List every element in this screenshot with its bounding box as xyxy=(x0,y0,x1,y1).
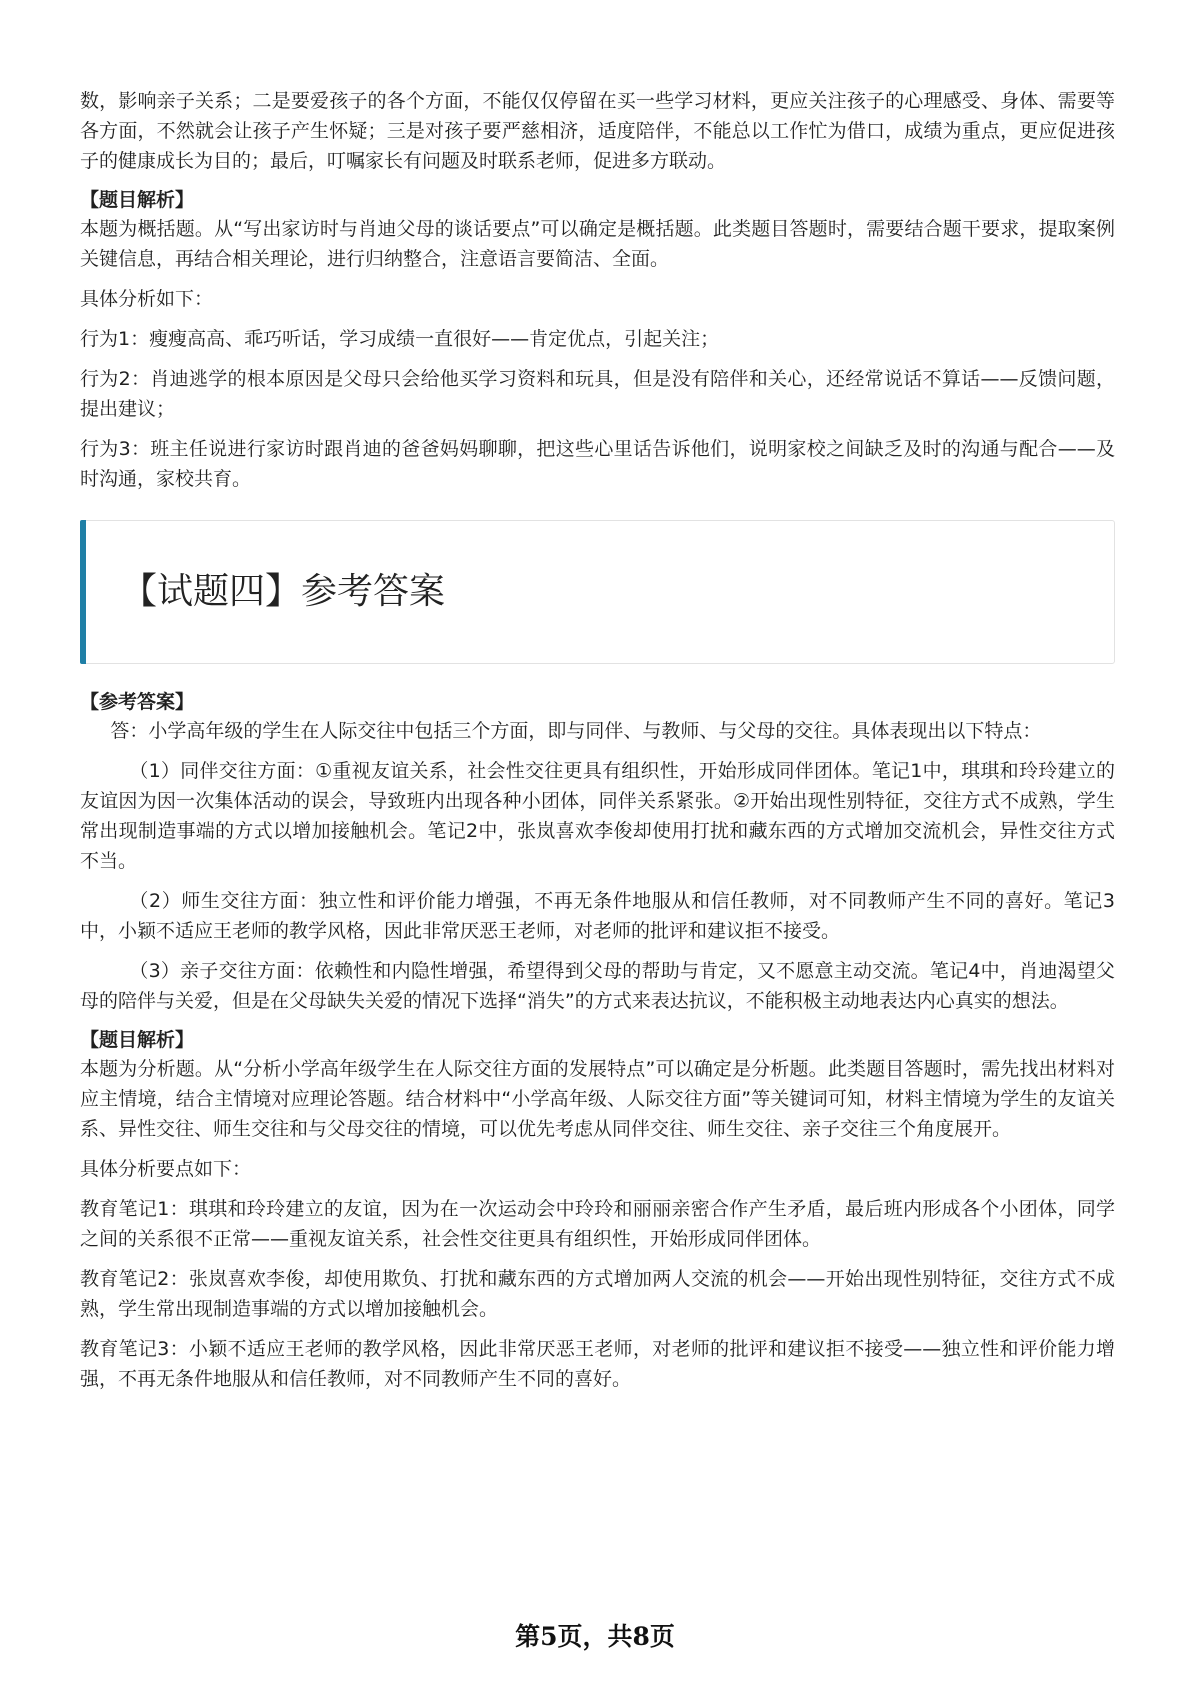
behavior-item-1: 行为1：瘦瘦高高、乖巧听话，学习成绩一直很好——肯定优点，引起关注； xyxy=(80,328,720,350)
detail-intro: 具体分析如下： xyxy=(80,288,214,310)
detail-intro-2: 具体分析要点如下： xyxy=(80,1158,252,1180)
education-note-3: 教育笔记3：小颖不适应王老师的教学风格，因此非常厌恶王老师，对老师的批评和建议拒不接受——独立性和评价能力增强，不再无条件地服从和信任教师，对不同教师产生不同的喜好。 xyxy=(80,1338,1115,1390)
education-note-1: 教育笔记1：琪琪和玲玲建立的友谊，因为在一次运动会中玲玲和丽丽亲密合作产生矛盾，最后班内形成各个小团体，同学之间的关系很不正常——重视友谊关系，社会性交往更具有组织性，开始形成同伴团体。 xyxy=(80,1198,1115,1250)
answer-point-1: （1）同伴交往方面：①重视友谊关系，社会性交往更具有组织性，开始形成同伴团体。笔记1中，琪琪和玲玲建立的友谊因为因一次集体活动的误会，导致班内出现各种小团体，同伴关系紧张。②开始出现性别特征，交往方式不成熟，学生常出现制造事端的方式以增加接触机会。笔记2中，张岚喜欢李俊却使用打扰和藏东西的方式增加交流机会，异性交往方式不当。 xyxy=(80,760,1115,872)
analysis-label-2: 【题目解析】 xyxy=(80,1029,195,1051)
continuation-paragraph: 数，影响亲子关系；二是要爱孩子的各个方面，不能仅仅停留在买一些学习材料，更应关注孩子的心理感受、身体、需要等各方面，不然就会让孩子产生怀疑；三是对孩子要严慈相济，适度陪伴，不能总以工作忙为借口，成绩为重点，更应促进孩子的健康成长为目的；最后，叮嘱家长有问题及时联系老师，促进多方联动。 xyxy=(80,90,1115,172)
page-number: 第5页，共8页 xyxy=(515,1622,675,1651)
section-title: 【试题四】参考答案 xyxy=(121,571,446,612)
reference-answer-label: 【参考答案】 xyxy=(80,691,195,713)
section-header-card xyxy=(80,520,1115,664)
behavior-item-2: 行为2：肖迪逃学的根本原因是父母只会给他买学习资料和玩具，但是没有陪伴和关心，还经常说话不算话——反馈问题，提出建议； xyxy=(80,368,1115,420)
answer-intro: 答：小学高年级的学生在人际交往中包括三个方面，即与同伴、与教师、与父母的交往。具体表现出以下特点： xyxy=(110,720,1042,742)
education-note-2: 教育笔记2：张岚喜欢李俊，却使用欺负、打扰和藏东西的方式增加两人交流的机会——开始出现性别特征，交往方式不成熟，学生常出现制造事端的方式以增加接触机会。 xyxy=(80,1268,1115,1320)
analysis-label: 【题目解析】 xyxy=(80,189,195,211)
page-content xyxy=(80,86,1115,1404)
section-accent-bar xyxy=(80,520,86,664)
analysis-text: 本题为概括题。从“写出家访时与肖迪父母的谈话要点”可以确定是概括题。此类题目答题时，需要结合题干要求，提取案例关键信息，再结合相关理论，进行归纳整合，注意语言要简洁、全面。 xyxy=(80,218,1115,270)
behavior-item-3: 行为3：班主任说进行家访时跟肖迪的爸爸妈妈聊聊，把这些心里话告诉他们，说明家校之间缺乏及时的沟通与配合——及时沟通，家校共育。 xyxy=(80,438,1115,490)
analysis-text-2: 本题为分析题。从“分析小学高年级学生在人际交往方面的发展特点”可以确定是分析题。此类题目答题时，需先找出材料对应主情境，结合主情境对应理论答题。结合材料中“小学高年级、人际交往方面”等关键词可知，材料主情境为学生的友谊关系、异性交往、师生交往和与父母交往的情境，可以优先考虑从同伴交往、师生交往、亲子交往三个角度展开。 xyxy=(80,1058,1115,1140)
answer-point-3: （3）亲子交往方面：依赖性和内隐性增强，希望得到父母的帮助与肯定，又不愿意主动交流。笔记4中，肖迪渴望父母的陪伴与关爱，但是在父母缺失关爱的情况下选择“消失”的方式来表达抗议，不能积极主动地表达内心真实的想法。 xyxy=(80,960,1115,1012)
answer-point-2: （2）师生交往方面：独立性和评价能力增强，不再无条件地服从和信任教师，对不同教师产生不同的喜好。笔记3中，小颖不适应王老师的教学风格，因此非常厌恶王老师，对老师的批评和建议拒不接受。 xyxy=(80,890,1115,942)
